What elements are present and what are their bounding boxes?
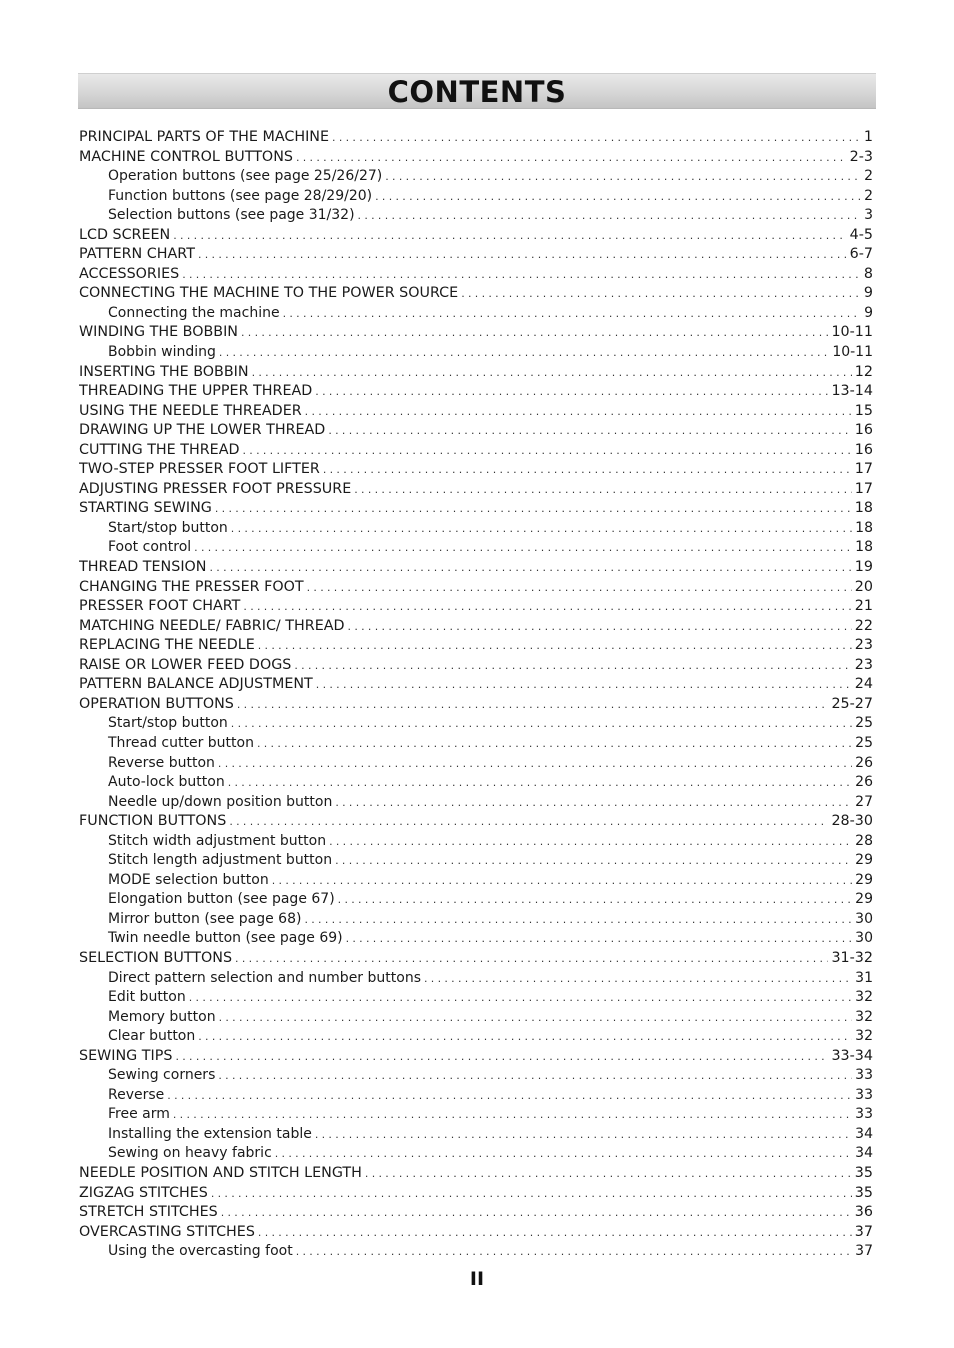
toc-subentry [79,519,873,539]
dot-leader [329,832,852,852]
toc-entry-label: Clear button [108,1028,196,1045]
toc-entry-page: 2 [864,168,873,185]
toc-entry-label: Edit button [108,989,186,1006]
toc-entry-page: 21 [854,598,873,615]
dot-leader [210,558,852,578]
toc-entry-page: 30 [855,910,873,927]
toc-entry [79,617,873,637]
toc-subentry [79,1105,873,1125]
dot-leader [173,226,846,246]
toc-entry-label: MACHINE CONTROL BUTTONS [79,148,293,165]
toc-entry-page: 13-14 [831,383,873,400]
toc-entry-page: 29 [855,871,873,888]
toc-entry-label: CUTTING THE THREAD [79,441,240,458]
page-number: II [469,1268,485,1290]
toc-entry-page: 29 [855,852,873,869]
toc-entry-label: REPLACING THE NEEDLE [79,637,255,654]
toc-entry-page: 33 [855,1067,873,1084]
toc-subentry [79,1008,873,1028]
toc-entry-label: Start/stop button [108,519,228,536]
toc-entry [79,480,873,500]
dot-leader [304,910,852,930]
dot-leader [348,617,852,637]
toc-entry-page: 15 [854,402,873,419]
toc-entry-label: Direct pattern selection and number buttons [108,969,421,986]
dot-leader [338,890,853,910]
dot-leader [275,1144,852,1164]
dot-leader [332,128,861,148]
toc-entry-label: FUNCTION BUTTONS [79,813,227,830]
dot-leader [296,148,847,168]
toc-entry-page: 10-11 [832,344,873,361]
dot-leader [198,245,847,265]
toc-entry-label: Stitch width adjustment button [108,832,327,849]
toc-entry [79,597,873,617]
toc-entry-label: Reverse button [108,754,215,771]
toc-entry-label: Twin needle button (see page 69) [108,930,343,947]
toc-entry-page: 17 [854,461,873,478]
toc-entry-page: 19 [854,559,873,576]
toc-subentry [79,1125,873,1145]
toc-entry-page: 10-11 [831,324,873,341]
toc-entry-page: 17 [854,480,873,497]
dot-leader [215,499,852,519]
toc-entry-page: 32 [855,1008,873,1025]
toc-subentry [79,1242,873,1262]
toc-entry-label: Reverse [108,1086,165,1103]
toc-entry-page: 18 [854,500,873,517]
toc-entry [79,1047,873,1067]
dot-leader [272,871,852,891]
toc-subentry [79,343,873,363]
toc-entry-label: SEWING TIPS [79,1047,173,1064]
toc-entry-page: 8 [863,265,873,282]
toc-entry-label: RAISE OR LOWER FEED DOGS [79,656,292,673]
toc-entry-label: Mirror button (see page 68) [108,910,302,927]
toc-entry-label: Connecting the machine [108,304,280,321]
toc-entry-label: Needle up/down position button [108,793,333,810]
toc-entry-page: 9 [863,285,873,302]
dot-leader [296,1242,852,1262]
toc-entry-page: 24 [854,676,873,693]
dot-leader [258,1223,852,1243]
toc-subentry [79,832,873,852]
toc-entry [79,402,873,422]
toc-entry-page: 37 [854,1223,873,1240]
toc-entry [79,460,873,480]
toc-entry-page: 33 [855,1086,873,1103]
toc-entry-page: 18 [855,519,873,536]
toc-entry [79,1164,873,1184]
toc-entry-label: THREADING THE UPPER THREAD [79,383,313,400]
toc-entry-label: PRESSER FOOT CHART [79,598,241,615]
dot-leader [316,675,852,695]
toc-entry-page: 22 [854,617,873,634]
toc-entry-page: 35 [854,1164,873,1181]
toc-subentry [79,969,873,989]
toc-entry-label: ADJUSTING PRESSER FOOT PRESSURE [79,480,352,497]
toc-subentry [79,988,873,1008]
toc-entry-page: 27 [855,793,873,810]
toc-entry-page: 31-32 [831,949,873,966]
table-of-contents [79,128,873,1262]
dot-leader [354,480,852,500]
dot-leader [218,754,852,774]
toc-entry-label: SELECTION BUTTONS [79,949,233,966]
toc-entry [79,499,873,519]
dot-leader [189,988,852,1008]
toc-subentry [79,851,873,871]
toc-entry-page: 32 [855,1028,873,1045]
toc-entry-label: WINDING THE BOBBIN [79,324,238,341]
toc-entry-label: ZIGZAG STITCHES [79,1184,208,1201]
toc-entry-label: OPERATION BUTTONS [79,695,234,712]
dot-leader [219,343,829,363]
toc-entry-label: Memory button [108,1008,216,1025]
dot-leader [424,969,852,989]
toc-entry-label: DRAWING UP THE LOWER THREAD [79,422,326,439]
dot-leader [237,695,829,715]
toc-entry-label: STARTING SEWING [79,500,212,517]
toc-entry [79,656,873,676]
toc-entry [79,245,873,265]
dot-leader [258,636,852,656]
toc-subentry [79,793,873,813]
toc-subentry [79,754,873,774]
dot-leader [328,421,851,441]
toc-entry-page: 1 [863,129,873,145]
dot-leader [385,167,861,187]
dot-leader [182,265,861,285]
toc-entry-page: 37 [855,1243,873,1260]
toc-entry-page: 23 [854,637,873,654]
toc-entry-page: 33-34 [831,1047,873,1064]
toc-entry-page: 26 [855,774,873,791]
toc-subentry [79,871,873,891]
toc-entry [79,636,873,656]
dot-leader [235,949,828,969]
toc-entry-page: 20 [854,578,873,595]
toc-entry-label: Sewing on heavy fabric [108,1145,272,1162]
dot-leader [175,1047,828,1067]
toc-entry-label: Bobbin winding [108,344,216,361]
dot-leader [335,793,852,813]
dot-leader [358,206,862,226]
dot-leader [229,812,828,832]
toc-entry-page: 25 [855,734,873,751]
toc-entry-page: 36 [854,1204,873,1221]
toc-entry-page: 9 [864,304,873,321]
toc-entry-page: 2 [864,187,873,204]
toc-entry-label: THREAD TENSION [79,559,207,576]
toc-entry [79,382,873,402]
toc-subentry [79,538,873,558]
dot-leader [241,323,828,343]
dot-leader [228,773,852,793]
toc-entry-label: PATTERN CHART [79,246,195,263]
toc-entry [79,1203,873,1223]
toc-entry [79,421,873,441]
dot-leader [365,1164,852,1184]
toc-entry-page: 28 [855,832,873,849]
toc-subentry [79,1066,873,1086]
toc-entry-page: 26 [855,754,873,771]
toc-entry [79,128,873,148]
toc-entry [79,578,873,598]
toc-entry-label: CHANGING THE PRESSER FOOT [79,578,304,595]
dot-leader [307,578,852,598]
toc-entry-label: Free arm [108,1106,170,1123]
toc-subentry [79,1086,873,1106]
toc-entry [79,284,873,304]
toc-subentry [79,304,873,324]
toc-entry-page: 16 [854,422,873,439]
dot-leader [305,402,852,422]
toc-entry-page: 25 [855,715,873,732]
toc-entry-page: 34 [855,1125,873,1142]
dot-leader [375,187,861,207]
toc-entry-label: STRETCH STITCHES [79,1204,218,1221]
toc-subentry [79,910,873,930]
toc-entry-label: PATTERN BALANCE ADJUSTMENT [79,676,313,693]
dot-leader [315,1125,852,1145]
toc-entry [79,1184,873,1204]
dot-leader [221,1203,852,1223]
dot-leader [335,851,852,871]
toc-entry-page: 31 [855,969,873,986]
toc-entry-label: Selection buttons (see page 31/32) [108,207,355,224]
toc-entry [79,812,873,832]
toc-entry-page: 32 [855,989,873,1006]
toc-entry-label: Foot control [108,539,192,556]
toc-subentry [79,167,873,187]
toc-entry-label: Operation buttons (see page 25/26/27) [108,168,383,185]
toc-entry-label: PRINCIPAL PARTS OF THE MACHINE [79,129,330,145]
toc-entry [79,265,873,285]
toc-entry-page: 25-27 [831,695,873,712]
dot-leader [167,1086,852,1106]
toc-entry-label: USING THE NEEDLE THREADER [79,402,302,419]
dot-leader [283,304,862,324]
toc-entry [79,363,873,383]
toc-entry-label: Start/stop button [108,715,228,732]
dot-leader [198,1027,852,1047]
toc-entry-label: TWO-STEP PRESSER FOOT LIFTER [79,461,320,478]
dot-leader [219,1008,853,1028]
toc-entry-page: 16 [854,441,873,458]
toc-entry [79,1223,873,1243]
dot-leader [461,284,861,304]
dot-leader [173,1105,852,1125]
dot-leader [346,929,853,949]
toc-entry [79,441,873,461]
toc-entry-label: OVERCASTING STITCHES [79,1223,255,1240]
toc-entry-page: 33 [855,1106,873,1123]
toc-subentry [79,734,873,754]
toc-entry-label: Using the overcasting foot [108,1243,293,1260]
toc-entry-page: 34 [855,1145,873,1162]
toc-entry-page: 29 [855,891,873,908]
toc-entry-page: 28-30 [831,813,873,830]
toc-subentry [79,1144,873,1164]
toc-entry-page: 12 [854,363,873,380]
toc-entry-page: 30 [855,930,873,947]
dot-leader [315,382,828,402]
toc-entry-page: 6-7 [849,246,873,263]
toc-entry-label: NEEDLE POSITION AND STITCH LENGTH [79,1164,362,1181]
toc-entry-page: 3 [864,207,873,224]
toc-entry [79,558,873,578]
toc-entry-label: Sewing corners [108,1067,216,1084]
dot-leader [243,597,851,617]
toc-subentry [79,206,873,226]
toc-subentry [79,187,873,207]
toc-entry-page: 18 [855,539,873,556]
toc-entry-label: Installing the extension table [108,1125,312,1142]
toc-subentry [79,714,873,734]
toc-entry [79,675,873,695]
toc-entry-label: MATCHING NEEDLE/ FABRIC/ THREAD [79,617,345,634]
toc-entry-label: Elongation button (see page 67) [108,891,335,908]
toc-entry-label: Stitch length adjustment button [108,852,333,869]
toc-entry-label: ACCESSORIES [79,265,180,282]
toc-entry-label: Auto-lock button [108,774,225,791]
toc-subentry [79,929,873,949]
dot-leader [243,441,852,461]
toc-entry [79,949,873,969]
toc-subentry [79,773,873,793]
toc-entry [79,695,873,715]
dot-leader [194,538,852,558]
toc-entry-label: Thread cutter button [108,734,254,751]
toc-entry [79,323,873,343]
toc-entry-page: 23 [854,656,873,673]
toc-subentry [79,890,873,910]
dot-leader [323,460,852,480]
toc-entry-label: LCD SCREEN [79,226,171,243]
dot-leader [231,714,852,734]
dot-leader [218,1066,852,1086]
toc-entry-label: CONNECTING THE MACHINE TO THE POWER SOURCE [79,285,459,302]
dot-leader [252,363,852,383]
dot-leader [257,734,852,754]
dot-leader [294,656,851,676]
toc-entry-label: MODE selection button [108,871,269,888]
toc-entry-page: 2-3 [849,148,873,165]
dot-leader [231,519,852,539]
page-title: CONTENTS [387,75,567,109]
toc-entry [79,148,873,168]
toc-entry-page: 35 [854,1184,873,1201]
toc-entry-page: 4-5 [849,226,873,243]
toc-entry-label: Function buttons (see page 28/29/20) [108,187,373,204]
toc-entry-label: INSERTING THE BOBBIN [79,363,249,380]
dot-leader [211,1184,852,1204]
toc-entry [79,226,873,246]
toc-subentry [79,1027,873,1047]
